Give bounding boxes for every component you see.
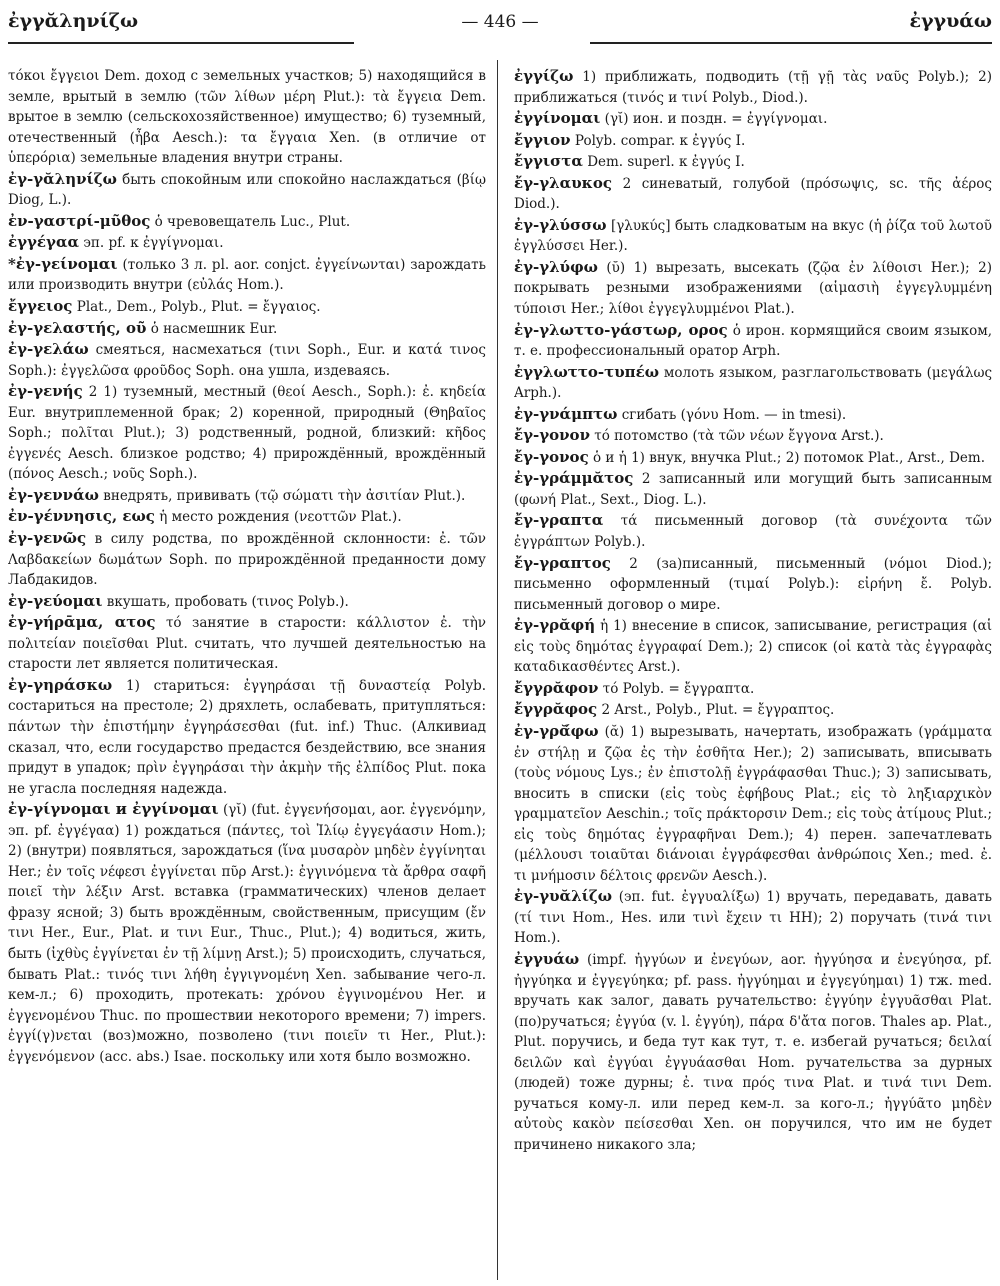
entry-headword: ἔγ-γραπτα <box>514 511 604 530</box>
entry-text: 2 Arst., Polyb., Plut. = ἔγγραπτος. <box>601 702 835 719</box>
dictionary-entry <box>514 66 992 108</box>
dictionary-entry <box>514 678 992 700</box>
entry-text: (ῠ) 1) вырезать, высекать (ζῷα ἐν λίθοισι Her.); 2) покрывать резными изображениями (αἱμασιὴ ἐγγεγλυμμένη τύποισι Her.; λίθοι ἐγγεγλυμμένοι Plat.). <box>514 259 992 318</box>
entry-text: быть спокойным или спокойно наслаждаться (βίῳ Diog, L.). <box>8 171 486 209</box>
entry-headword: ἐγ-γελαστής, οῦ <box>8 318 147 337</box>
entry-headword: ἐγ-γεννάω <box>8 485 99 504</box>
dictionary-entry <box>514 215 992 257</box>
entry-headword: ἐν-γαστρί-μῦθος <box>8 211 151 230</box>
entry-headword: ἔγ-γονος <box>514 447 589 466</box>
dictionary-entry <box>8 799 486 1067</box>
dictionary-entry <box>514 949 992 1155</box>
entry-headword: *ἐγ-γείνομαι <box>8 254 118 273</box>
dictionary-entry <box>8 506 486 528</box>
header-rule-right <box>590 42 992 44</box>
dictionary-entry <box>8 66 486 169</box>
entry-text: [γλυκύς] быть сладковатым на вкус (ἡ ῥίζα τοῦ λωτοῦ ἐγγλύσσει Her.). <box>514 217 992 255</box>
entry-text: (эп. fut. ἐγγυαλίξω) 1) вручать, передавать, давать (τί τινι Hom., Hes. или τινὶ ἔχειν τι HH); 2) поручать (τινά τινι Hom.). <box>514 889 992 947</box>
entry-headword: ἐγγίζω <box>514 67 574 85</box>
dictionary-entry <box>514 510 992 552</box>
entry-text: в силу родства, по врождённой склонности: ἐ. τῶν Λαβδακείων δωμάτων Soph. по прирождённой преданности дому Лабдакидов. <box>8 531 486 589</box>
entry-text: 2 1) туземный, местный (θεοί Aesch., Soph.): ἐ. κηδεία Eur. внутриплеменной брак; 2) коренной, природный (Θηβαῖος Soph.; πολῖται Plut.); 3) родственный, родной, близкий: κῆδος ἐγγενές Aesch. близкое родство; 4) прирождённый, врождённый (πόνος Aesch.; νοῦς Soph.). <box>8 384 486 483</box>
entry-text: Polyb. compar. к ἐγγύς I. <box>574 132 746 149</box>
dictionary-entry <box>8 591 486 613</box>
entry-text: ὁ и ἡ 1) внук, внучка Plut.; 2) потомок Plat., Arst., Dem. <box>593 449 986 466</box>
entry-headword: ἔγ-γλαυκος <box>514 173 612 192</box>
dictionary-entry <box>8 232 486 254</box>
dictionary-entry <box>514 468 992 510</box>
dictionary-entry <box>514 447 992 469</box>
entry-text: 2 (за)писанный, письменный (νόμοι Diod.); письменно оформленный (τιμαί Polyb.): εἰρήνη ἔ. Polyb. письменный договор о мире. <box>514 555 992 613</box>
entry-headword: ἐγ-γᾰληνίζω <box>8 169 117 188</box>
dictionary-entry <box>514 699 992 721</box>
dictionary-entry <box>514 257 992 320</box>
entry-text: (только 3 л. pl. aor. conjct. ἐγγείνωνται) зарождать или производить внутри (εὐλάς Hom.). <box>8 256 486 294</box>
dictionary-entry <box>514 404 992 426</box>
dictionary-entry <box>8 612 486 675</box>
dictionary-entry <box>8 485 486 507</box>
entry-text: ἡ 1) внесение в список, записывание, регистрация (αἱ εἰς τοὺς δημότας ἐγγραφαί Dem.); 2) список (οἱ κατὰ τὰς ἐγγραφὰς καταδικασθέντες Arst.). <box>514 618 992 676</box>
entry-headword: ἐγ-γλωττο-γάστωρ, ορος <box>514 320 728 339</box>
entry-text: 2 синеватый, голубой (πρόσωψις, sc. τῆς ἀέρος Diod.). <box>514 175 992 213</box>
entry-headword: ἐγγέγαα <box>8 233 80 252</box>
entry-headword: ἔγ-γονον <box>514 426 590 445</box>
entry-headword: ἐγγλωττο-τυπέω <box>514 362 660 381</box>
left-column <box>8 66 486 1280</box>
dictionary-entry <box>514 362 992 404</box>
dictionary-entry <box>8 211 486 233</box>
dictionary-entry <box>514 553 992 616</box>
entry-text: ἡ место рождения (νεοττῶν Plat.). <box>159 509 402 526</box>
entry-text: τόκοι ἔγγειοι Dem. доход с земельных участков; 5) находящийся в земле, врытый в землю (τῶν λίθων μέρη Plut.): τὰ ἔγγεια Dem. врытое в землю (сельскохозяйственное) имущество; 6) туземный, отечественный (ἦβα Aesch.): τα ἔγγαια Xen. (в отличие от ὑπερόρια) земельные владения внутри страны. <box>8 68 486 167</box>
dictionary-entry <box>514 425 992 447</box>
dictionary-entry <box>514 615 992 678</box>
entry-text: (γῐ) (fut. ἐγγενήσομαι, aor. ἐγγενόμην, эп. pf. ἐγγέγαα) 1) рождаться (πάντες, τοὶ Ἰλίῳ ἐγγεγάασιν Hom.); 2) (внутри) появляться, зарождаться (ἵνα μυσαρὸν μηδὲν ἐγγίνηται Her.; ἐν τοῖς νέφεσι ἐγγίνεται πῦρ Arst.): ἐγγινόμενα τὰ ἄρθρα σαφῆ ποιεῖ τὴν λέξιν Arst. вставка (грамматических) членов делает фразу ясной; 3) быть врождённым, свойственным, присущим (ἔν τινι Her., Eur., Plat. и τινι Eur., Thuc., Plut.); 4) водиться, жить, быть (ἰχθὺς ἐγγίνεται ἐν τῇ λίμνῃ Arst.); 5) происходить, случаться, бывать Plat.: τινός τινι λήθη ἐγγιγνομένη Xen. забывание чего-л. кем-л.; 6) проходить, протекать: χρόνου ἐγγινομένου Her. и ἐγγενομένου Thuc. по прошествии некоторого времени; 7) impers. ἐγγί(γ)νεται (воз)можно, позволено (τινι ποιεῖν τι Her., Plut.): ἐγγενόμενον (acc. abs.) Isae. поскольку или хотя было возможно. <box>8 802 486 1065</box>
dictionary-entry <box>514 886 992 949</box>
entry-headword: ἐγγυάω <box>514 949 580 968</box>
dictionary-entry <box>514 151 992 173</box>
entry-text: сгибать (γόνυ Hom. — in tmesi). <box>621 406 847 423</box>
column-divider <box>497 60 498 1280</box>
entry-headword: ἔγγρᾰφος <box>514 700 598 719</box>
page-header <box>8 10 992 42</box>
entry-text: 1) стариться: ἐγγηράσαι τῇ δυναστείᾳ Polyb. состариться на престоле; 2) дряхлеть, ослабевать, притупляться: πάντων τὴν ἐπιστήμην ἐγγηράσεσθαι (fut. inf.) Thuc. (Алкивиад сказал, что, если государство предастся бездействию, все знания придут в упадок; πρὶν ἐγγηράσαι τὴν ἀκμὴν τῆς ἐλπίδος Plut. пока не угасла последняя надежда. <box>8 677 486 797</box>
entry-headword: ἐγ-γενής <box>8 382 83 401</box>
entry-text: 1) приближать, подводить (τῇ γῇ τὰς ναῦς Polyb.); 2) приближаться (τινός и τινί Polyb., Diod.). <box>514 69 992 106</box>
dictionary-entry <box>8 528 486 591</box>
dictionary-entry <box>514 320 992 362</box>
entry-text: Dem. superl. к ἐγγύς I. <box>587 154 745 171</box>
right-column <box>514 66 992 1280</box>
entry-headword: ἔγγρᾰφον <box>514 678 599 697</box>
entry-headword: ἐγ-γρᾰφή <box>514 616 596 635</box>
entry-text: τό Polyb. = ἔγγραπτα. <box>602 680 755 697</box>
entry-headword: ἐγ-γενῶς <box>8 529 87 548</box>
entry-headword: ἐγ-γλύφω <box>514 257 598 276</box>
entry-text: ὁ насмешник Eur. <box>150 320 278 337</box>
entry-headword: ἐγ-γελάω <box>8 340 89 359</box>
header-rule-left <box>8 42 354 44</box>
dictionary-entry <box>8 675 486 799</box>
dictionary-entry <box>8 381 486 485</box>
entry-text: Plat., Dem., Polyb., Plut. = ἔγγαιος. <box>76 299 321 316</box>
dictionary-entry <box>514 130 992 152</box>
entry-headword: ἔγγειος <box>8 297 73 316</box>
entry-text: смеяться, насмехаться (τινι Soph., Eur. и κατά τινος Soph.): ἐγγελῶσα φροῦδος Soph. она ушла, издеваясь. <box>8 342 486 379</box>
entry-headword: ἐγ-γυᾰλίζω <box>514 887 613 906</box>
entry-text: молоть языком, разглагольствовать (μεγάλως Arph.). <box>514 364 992 402</box>
dictionary-entry <box>8 254 486 296</box>
entry-headword: ἔγ-γραπτος <box>514 553 611 572</box>
entry-headword: ἐγ-γεύομαι <box>8 591 103 610</box>
entry-text: (γῐ) ион. и поздн. = ἐγγίγνομαι. <box>604 111 828 128</box>
entry-headword: ἐγ-γλύσσω <box>514 215 607 234</box>
entry-text: ὁ ирон. кормящийся своим языком, т. е. профессиональный оратор Arph. <box>514 322 992 360</box>
entry-text: ὁ чревовещатель Luc., Plut. <box>154 213 351 230</box>
entry-text: τά письменный договор (τὰ συνέχοντα τῶν ἐγγράπτων Polyb.). <box>514 513 992 551</box>
dictionary-entry <box>514 721 992 886</box>
entry-text: 2 записанный или могущий быть записанным (φωνή Plat., Sext., Diog. L.). <box>514 471 992 508</box>
dictionary-entry <box>8 296 486 318</box>
dictionary-entry <box>8 169 486 211</box>
entry-headword: ἐγ-γήρᾱμα, ατος <box>8 613 156 632</box>
entry-text: (ᾰ) 1) вырезывать, начертать, изображать (γράμματα ἐν στήλῃ и ζῷα ἐς τὴν ἐσθῆτα Her.); 2) записывать, вписывать (τοὺς νόμους Lys.; ἐν ἐπιστολῇ ἐγγράφασθαι Thuc.); 3) записывать, вносить в списки (εἰς τοὺς ἐφήβους Plat.; εἰς τὸ ληξιαρχικὸν γραμματεῖον Aeschin.; τοῖς πράκτορσιν Dem.; εἰς τοὺς ἀτίμους Plut.; εἰς τοὺς δημότας ἐγγραφῆναι Dem.); 4) перен. запечатлевать (μέλλουσι τοιαῦται διάνοιαι ἐγγράφεσθαι ἀνθρώποις Xen.; med. ἐ. τι μνήμοσιν δέλτοις φρενῶν Aesch.). <box>514 723 992 884</box>
entry-text: внедрять, прививать (τῷ σώματι τὴν ἀσιτίαν Plut.). <box>103 487 466 504</box>
entry-headword: ἐγ-γηράσκω <box>8 675 113 694</box>
dictionary-entry <box>514 108 992 130</box>
running-head-left: ἐγγᾰληνίζω <box>8 10 139 32</box>
entry-text: τό занятие в старости: κάλλιστον ἐ. τὴν πολιτείαν ποιεῖσθαι Plut. считать, что лучшей деятельностью на старости лет является политическая. <box>8 615 486 673</box>
dictionary-entry <box>8 318 486 340</box>
dictionary-entry <box>8 339 486 381</box>
entry-headword: ἐγ-γνάμπτω <box>514 404 618 423</box>
dictionary-entry <box>514 173 992 215</box>
entry-text: τό потомство (τὰ τῶν νέων ἔγγονα Arst.). <box>594 428 884 445</box>
entry-headword: ἐγγίνομαι <box>514 109 601 128</box>
entry-text: вкушать, пробовать (τινος Polyb.). <box>106 593 349 610</box>
entry-text: (impf. ἠγγύων и ἐνεγύων, aor. ἠγγύησα и ἐνεγύησα, pf. ἠγγύηκα и ἐγγεγύηκα; pf. pass. ἠγγύημαι и ἐγγεγύημαι) 1) тж. med. вручать как залог, давать ручательство: ἐγγύην ἐγγυᾶσθαι Plat. (по)ручаться; ἐγγύα (v. l. ἐγγύη), πάρα δ'ἄτα погов. Thales ap. Plat., Plut. поручись, и беда тут как тут, т. е. избегай ручаться; δειλαί δειλῶν καὶ ἐγγύαι ἐγγυάασθαι Hom. ручательства за дурных (людей) тоже дурны; ἐ. τινα πρός τινα Plat. и τινά τινι Dem. ручаться кому-л. или перед кем-л. за кого-л.; ἠγγύᾶτο μηδὲν αὐτοὺς κακὸν πείσεσθαι Xen. он поручился, что им не будет причинено никакого зла; <box>514 951 992 1153</box>
entry-headword: ἔγγιον <box>514 130 571 149</box>
entry-headword: ἐγ-γίγνομαι и ἐγγίνομαι <box>8 800 219 819</box>
entry-text: эп. pf. к ἐγγίγνομαι. <box>83 235 224 252</box>
entry-headword: ἐγ-γρᾰ́φω <box>514 721 599 740</box>
entry-headword: ἐγ-γράμμᾰτος <box>514 469 634 488</box>
entry-headword: ἔγγιστα <box>514 152 583 171</box>
entry-headword: ἐν-γέννησις, εως <box>8 507 155 526</box>
running-head-right: ἐγγυάω <box>909 10 992 32</box>
page-number: — 446 — <box>461 12 539 32</box>
